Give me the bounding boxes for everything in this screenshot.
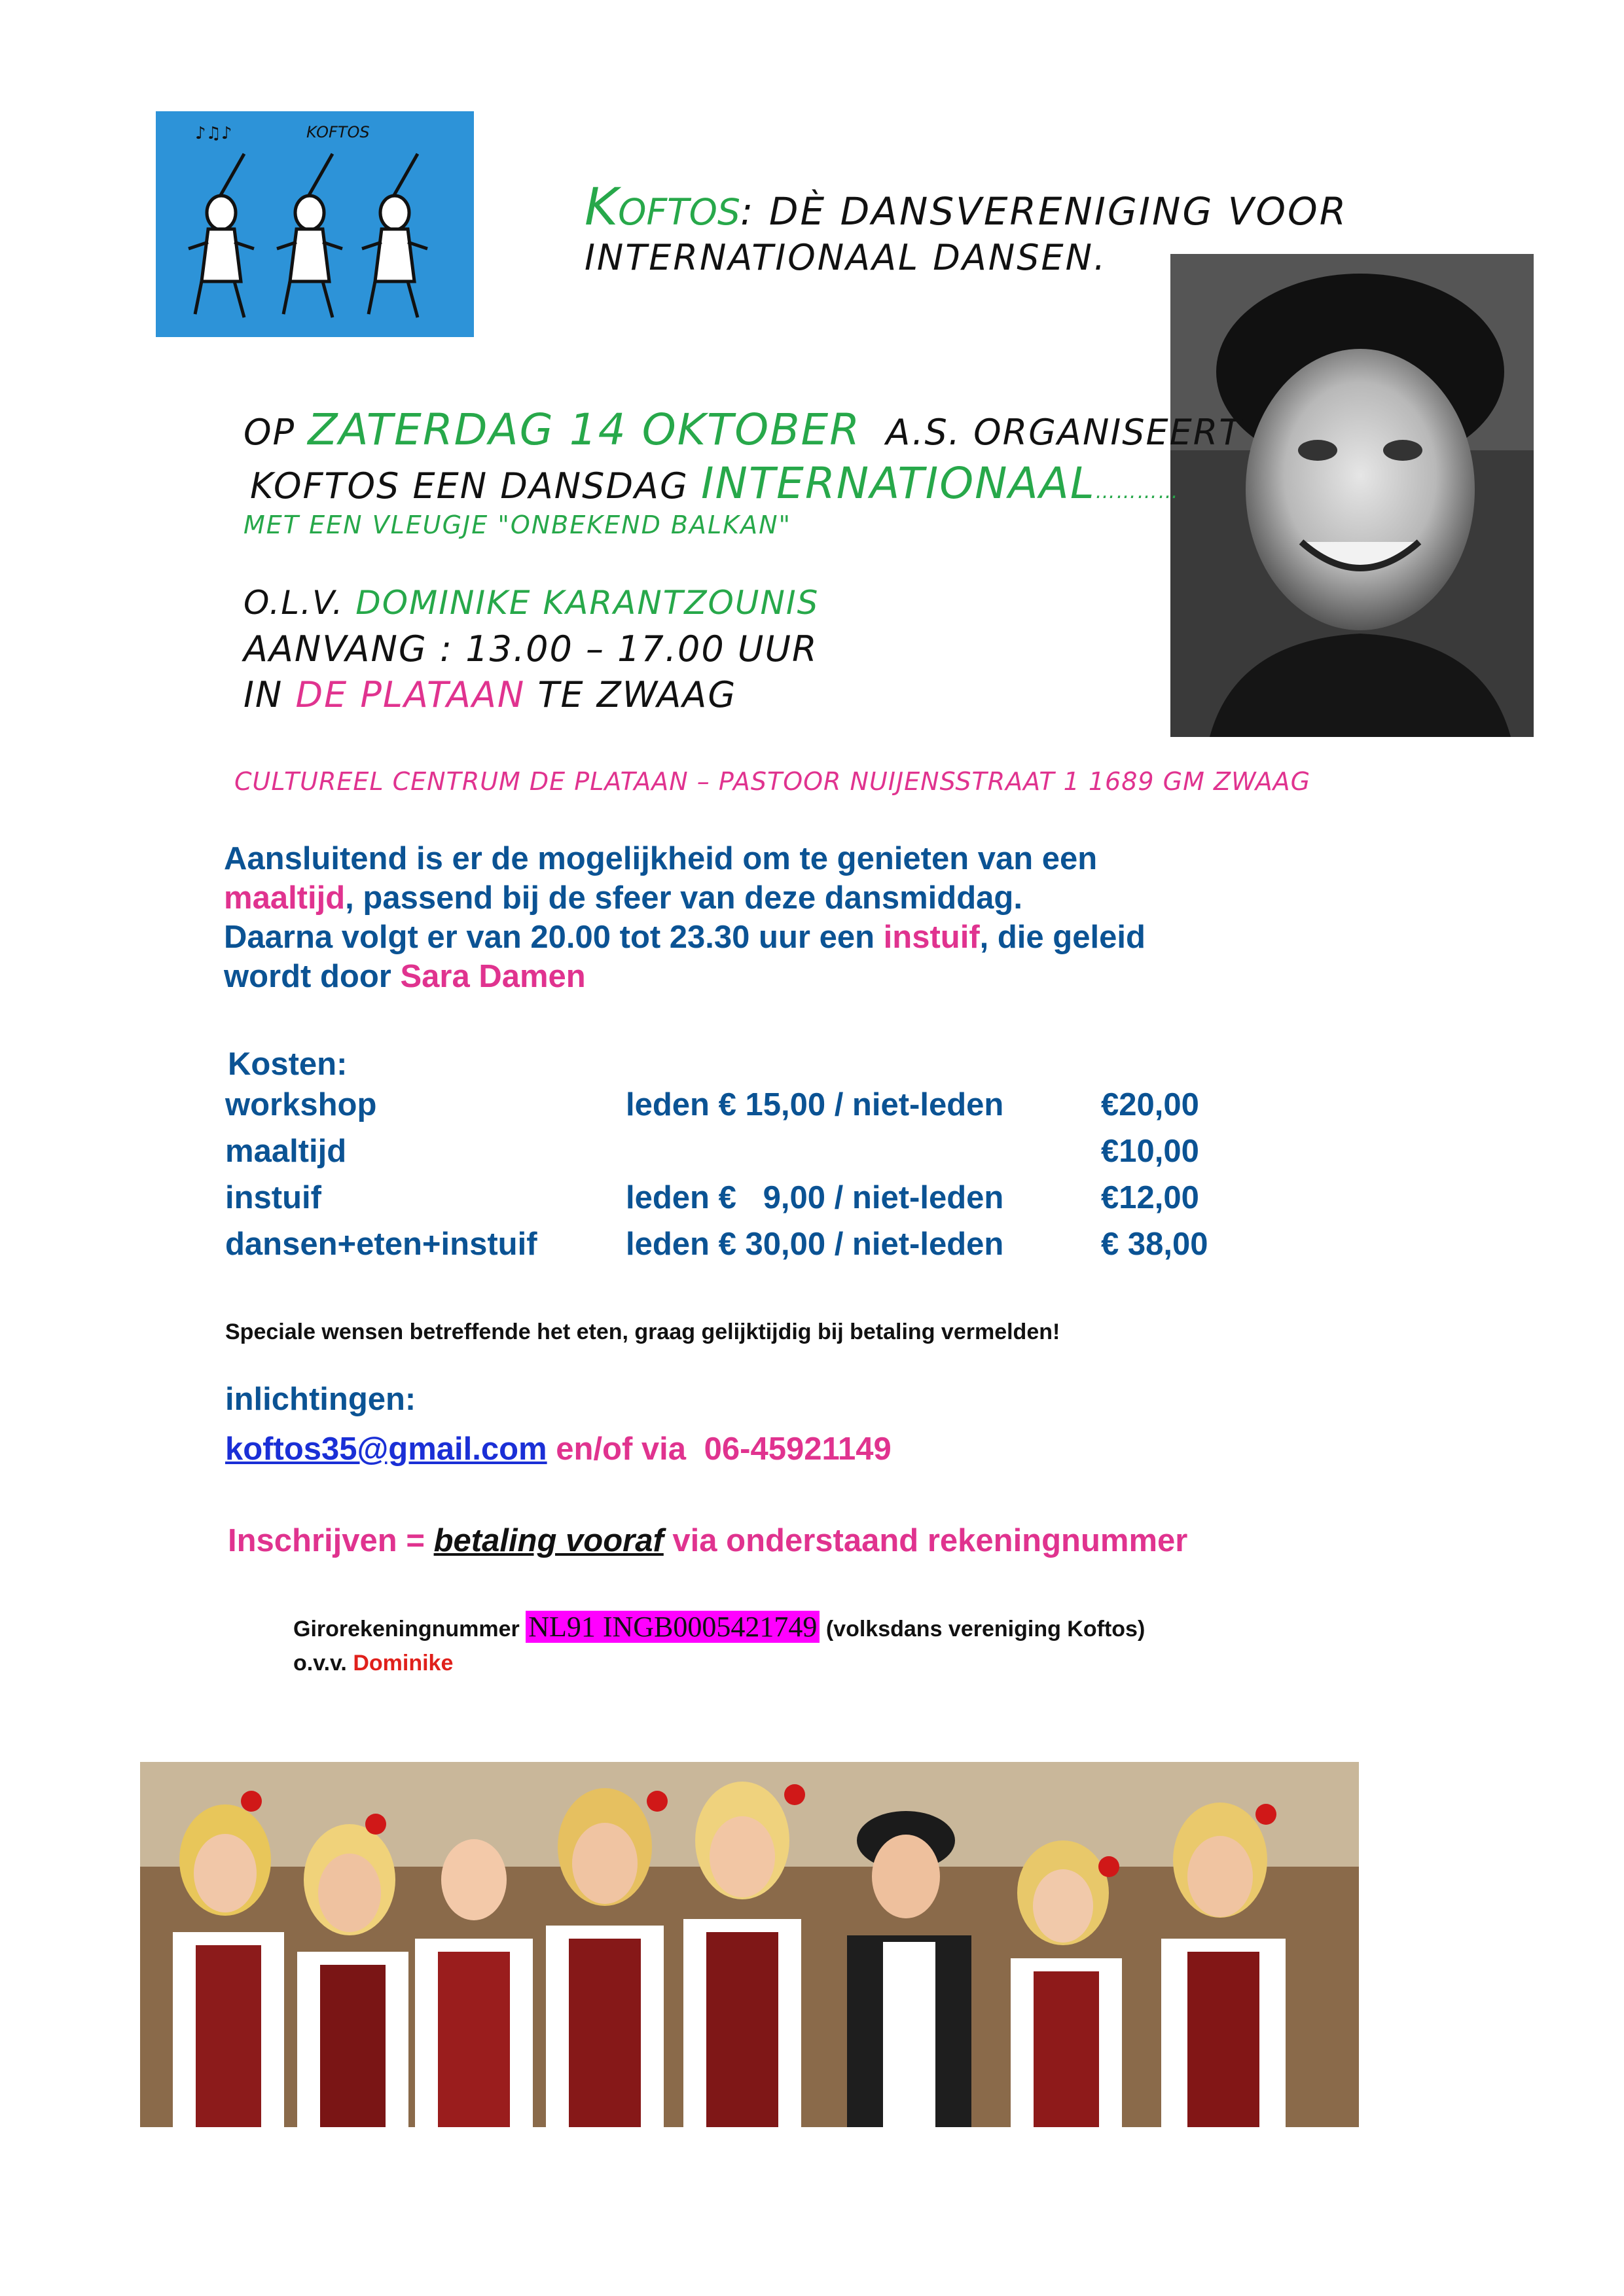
- intro-line3-text: Daarna volgt er van 20.00 tot 23.30 uur een: [224, 920, 875, 955]
- cost-price: €20,00: [1101, 1087, 1199, 1122]
- cost-item: maaltijd: [225, 1134, 347, 1169]
- title-brand: Koftos: [585, 178, 740, 237]
- intro-line2-rest: , passend bij de sfeer van deze dansmiddag.: [345, 880, 1022, 916]
- intro-line3-rest: , die geleid: [979, 920, 1146, 955]
- event-line2-prefix: KOFTOS EEN DANSDAG: [250, 465, 689, 507]
- event-prefix: OP: [244, 412, 296, 453]
- cost-detail: leden € 9,00 / niet-leden: [626, 1180, 1004, 1215]
- host-name: Sara Damen: [400, 959, 586, 994]
- cost-detail: leden € 30,00 / niet-leden: [626, 1227, 1004, 1262]
- cost-item: workshop: [225, 1087, 377, 1122]
- cost-price: €10,00: [1101, 1134, 1199, 1169]
- ovv-line: [293, 1651, 453, 1676]
- dancers-illustration: [156, 111, 474, 337]
- leader-name: DOMINIKE KARANTZOUNIS: [355, 584, 820, 622]
- logo-label: KOFTOS: [306, 123, 370, 141]
- special-requests-note: Speciale wensen betreffende het eten, graag gelijktijdig bij betaling vermelden!: [225, 1319, 1060, 1344]
- intro-line4-text: wordt door: [224, 959, 391, 994]
- iban-highlight: NL91 INGB0005421749: [526, 1611, 820, 1643]
- location-prefix: IN: [244, 674, 283, 715]
- cost-detail: leden € 15,00 / niet-leden: [626, 1087, 1004, 1122]
- event-highlight: INTERNATIONAAL: [701, 458, 1096, 509]
- cost-item: dansen+eten+instuif: [225, 1227, 537, 1262]
- olv-prefix: O.L.V.: [244, 584, 344, 622]
- account-line: [293, 1610, 1145, 1643]
- signup-prefix: Inschrijven =: [228, 1523, 425, 1558]
- event-line3: MET EEN VLEUGJE "ONBEKEND BALKAN": [244, 511, 791, 539]
- intro-line4: [224, 957, 1533, 996]
- page-title: [585, 178, 1348, 237]
- cost-item: instuif: [225, 1180, 321, 1215]
- signup-suffix: via onderstaand rekeningnummer: [672, 1523, 1188, 1558]
- location-suffix: TE ZWAAG: [537, 674, 737, 715]
- intro-line3: [224, 918, 1533, 957]
- start-time: AANVANG : 13.00 – 17.00 UUR: [244, 628, 818, 670]
- intro-line2: [224, 878, 1533, 918]
- intro-paragraph: [224, 839, 1533, 996]
- event-line1: [244, 404, 1242, 455]
- signup-line: [228, 1522, 1187, 1559]
- title-line2: INTERNATIONAAL DANSEN.: [585, 237, 1108, 278]
- dancers-group-photo: [140, 1762, 1359, 2127]
- phone-number: 06-45921149: [704, 1431, 892, 1467]
- contact-line: [225, 1431, 892, 1467]
- contact-via: en/of via: [556, 1431, 687, 1467]
- instuif-highlight: instuif: [883, 920, 980, 955]
- portrait-photo: [1170, 254, 1534, 737]
- event-date: ZATERDAG 14 OKTOBER: [308, 404, 861, 455]
- cost-price: € 38,00: [1101, 1227, 1208, 1262]
- address: CULTUREEL CENTRUM DE PLATAAN – PASTOOR NUIJENSSTRAAT 1 1689 GM ZWAAG: [234, 767, 1311, 796]
- info-heading: inlichtingen:: [225, 1382, 416, 1417]
- costs-heading: Kosten:: [228, 1047, 348, 1082]
- location-name: DE PLATAAN: [295, 674, 526, 715]
- location-line: [244, 674, 736, 715]
- meal-highlight: maaltijd: [224, 880, 346, 916]
- ovv-prefix: o.v.v.: [293, 1651, 347, 1676]
- ovv-name: Dominike: [353, 1651, 454, 1676]
- koftos-logo: [156, 111, 474, 337]
- title-rest: : DÈ DANSVERENIGING VOOR: [740, 189, 1348, 234]
- intro-line1: Aansluitend is er de mogelijkheid om te genieten van een: [224, 841, 1098, 876]
- cost-price: €12,00: [1101, 1180, 1199, 1215]
- event-suffix: A.S. ORGANISEERT: [886, 412, 1242, 453]
- event-line2: [250, 458, 1180, 509]
- account-label: Girorekeningnummer: [293, 1617, 520, 1641]
- event-dots: …………: [1095, 480, 1180, 503]
- email-link[interactable]: koftos35@gmail.com: [225, 1431, 547, 1467]
- music-notes-icon: ♪♫♪: [195, 124, 232, 143]
- leader-line: [244, 584, 819, 622]
- account-holder: (volksdans vereniging Koftos): [825, 1617, 1146, 1641]
- signup-emphasis: betaling vooraf: [433, 1523, 664, 1558]
